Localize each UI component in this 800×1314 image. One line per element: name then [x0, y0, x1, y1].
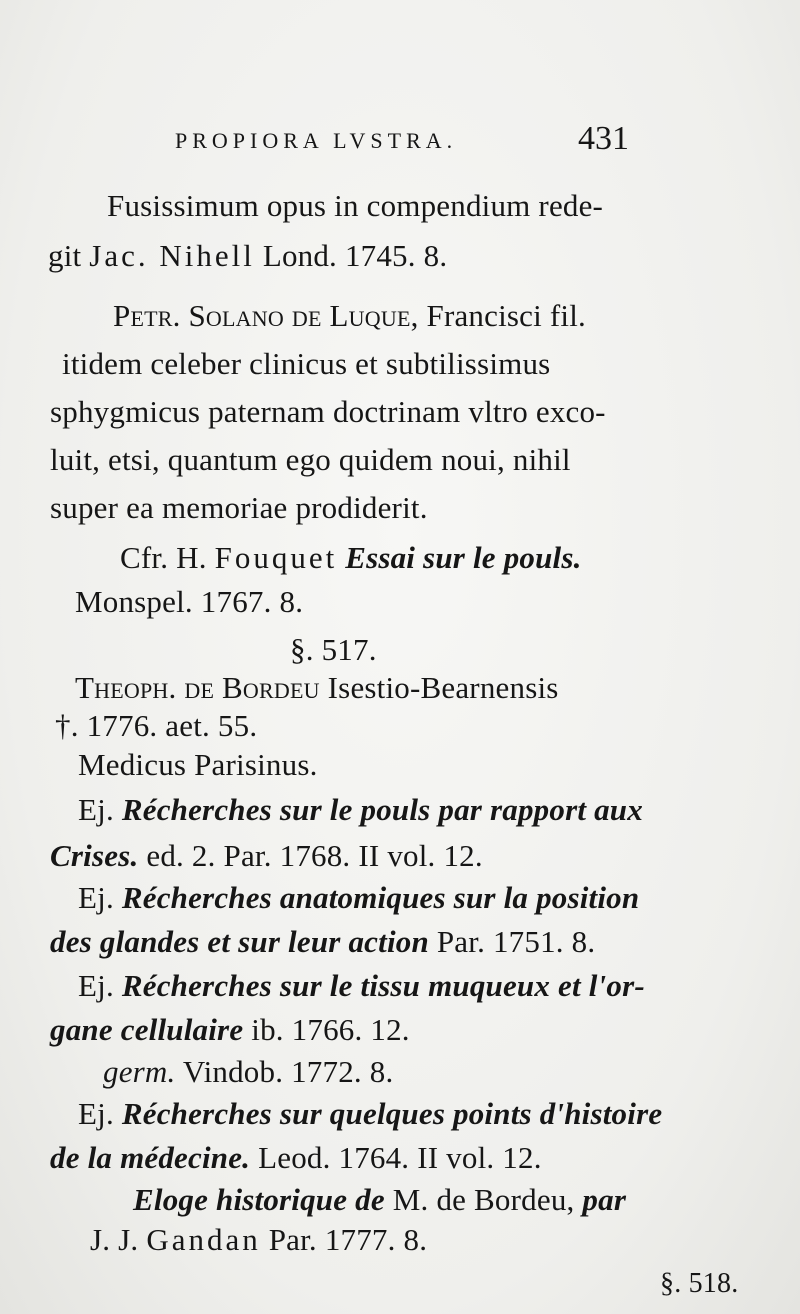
author-name: Fouquet	[214, 540, 338, 575]
text-line	[75, 582, 303, 622]
running-title: PROPIORA LVSTRA.	[175, 128, 458, 153]
page-number: 431	[578, 120, 629, 157]
text-line	[50, 1010, 410, 1050]
text-span: M. de Bordeu,	[392, 1182, 575, 1217]
text-span: itidem celeber clinicus et subtilissimus	[62, 346, 551, 381]
text-span: git	[48, 238, 82, 273]
text-line	[113, 296, 586, 336]
text-span: ed. 2. Par. 1768. II vol. 12.	[146, 838, 483, 873]
catchword: §. 518.	[660, 1268, 739, 1299]
text-span: Isestio-Bearnensis	[327, 670, 559, 705]
text-span: sphygmicus paternam doctrinam vltro exco-	[50, 394, 606, 429]
text-span: Ej.	[78, 1096, 114, 1131]
text-span: †. 1776. aet. 55.	[55, 708, 258, 743]
text-span: Par. 1777. 8.	[268, 1222, 428, 1257]
text-span: germ.	[103, 1054, 176, 1089]
text-span: Par. 1751. 8.	[436, 924, 596, 959]
book-title: de la médecine.	[50, 1140, 251, 1175]
text-span: Medicus Parisinus.	[78, 747, 318, 782]
text-line	[78, 966, 645, 1006]
text-line	[50, 440, 571, 480]
text-line	[78, 790, 643, 830]
text-span: J. J.	[90, 1222, 139, 1257]
text-line	[120, 538, 582, 578]
book-title: Récherches anatomiques sur la position	[121, 880, 640, 915]
book-title: Récherches sur le tissu muqueux et l'or-	[121, 968, 645, 1003]
book-title: Récherches sur quelques points d'histoire	[121, 1096, 663, 1131]
author-name: Gandan	[146, 1222, 261, 1257]
text-line	[90, 1220, 427, 1260]
text-span: Fusissimum opus in compendium rede-	[107, 188, 604, 223]
text-line	[75, 668, 559, 708]
text-span: luit, etsi, quantum ego quidem noui, nihil	[50, 442, 571, 477]
text-line	[78, 878, 639, 918]
author-name: Jac. Nihell	[89, 238, 255, 273]
text-span: ib. 1766. 12.	[251, 1012, 410, 1047]
text-line	[78, 745, 318, 785]
text-line	[50, 1138, 542, 1178]
text-line	[50, 922, 595, 962]
text-span: Ej.	[78, 880, 114, 915]
text-span: Leod. 1764. II vol. 12.	[258, 1140, 542, 1175]
text-span: super ea memoriae prodiderit.	[50, 490, 428, 525]
text-span: Francisci fil.	[426, 298, 586, 333]
text-line	[103, 1052, 393, 1092]
book-title: gane cellulaire	[50, 1012, 244, 1047]
author-name: Theoph. de Bordeu	[75, 670, 320, 705]
book-title: Récherches sur le pouls par rapport aux	[121, 792, 643, 827]
book-title: des glandes et sur leur action	[50, 924, 429, 959]
text-span: Ej.	[78, 792, 114, 827]
text-line	[50, 836, 483, 876]
book-title: Crises.	[50, 838, 139, 873]
text-line	[55, 706, 257, 746]
text-span: Lond. 1745. 8.	[262, 238, 448, 273]
text-line	[62, 344, 550, 384]
text-span: Vindob. 1772. 8.	[182, 1054, 394, 1089]
text-span: Cfr. H.	[120, 540, 207, 575]
text-line	[50, 488, 428, 528]
section-number: §. 517.	[290, 632, 377, 667]
text-span: Ej.	[78, 968, 114, 1003]
text-line	[133, 1180, 626, 1220]
author-name: Petr. Solano de Luque,	[113, 298, 419, 333]
text-line	[50, 392, 606, 432]
text-span: Monspel. 1767. 8.	[75, 584, 304, 619]
text-line	[107, 186, 603, 226]
text-line	[48, 236, 447, 276]
book-title: Essai sur le pouls.	[345, 540, 582, 575]
book-title: Eloge historique de	[133, 1182, 385, 1217]
text-line	[78, 1094, 662, 1134]
text-span: par	[582, 1182, 627, 1217]
